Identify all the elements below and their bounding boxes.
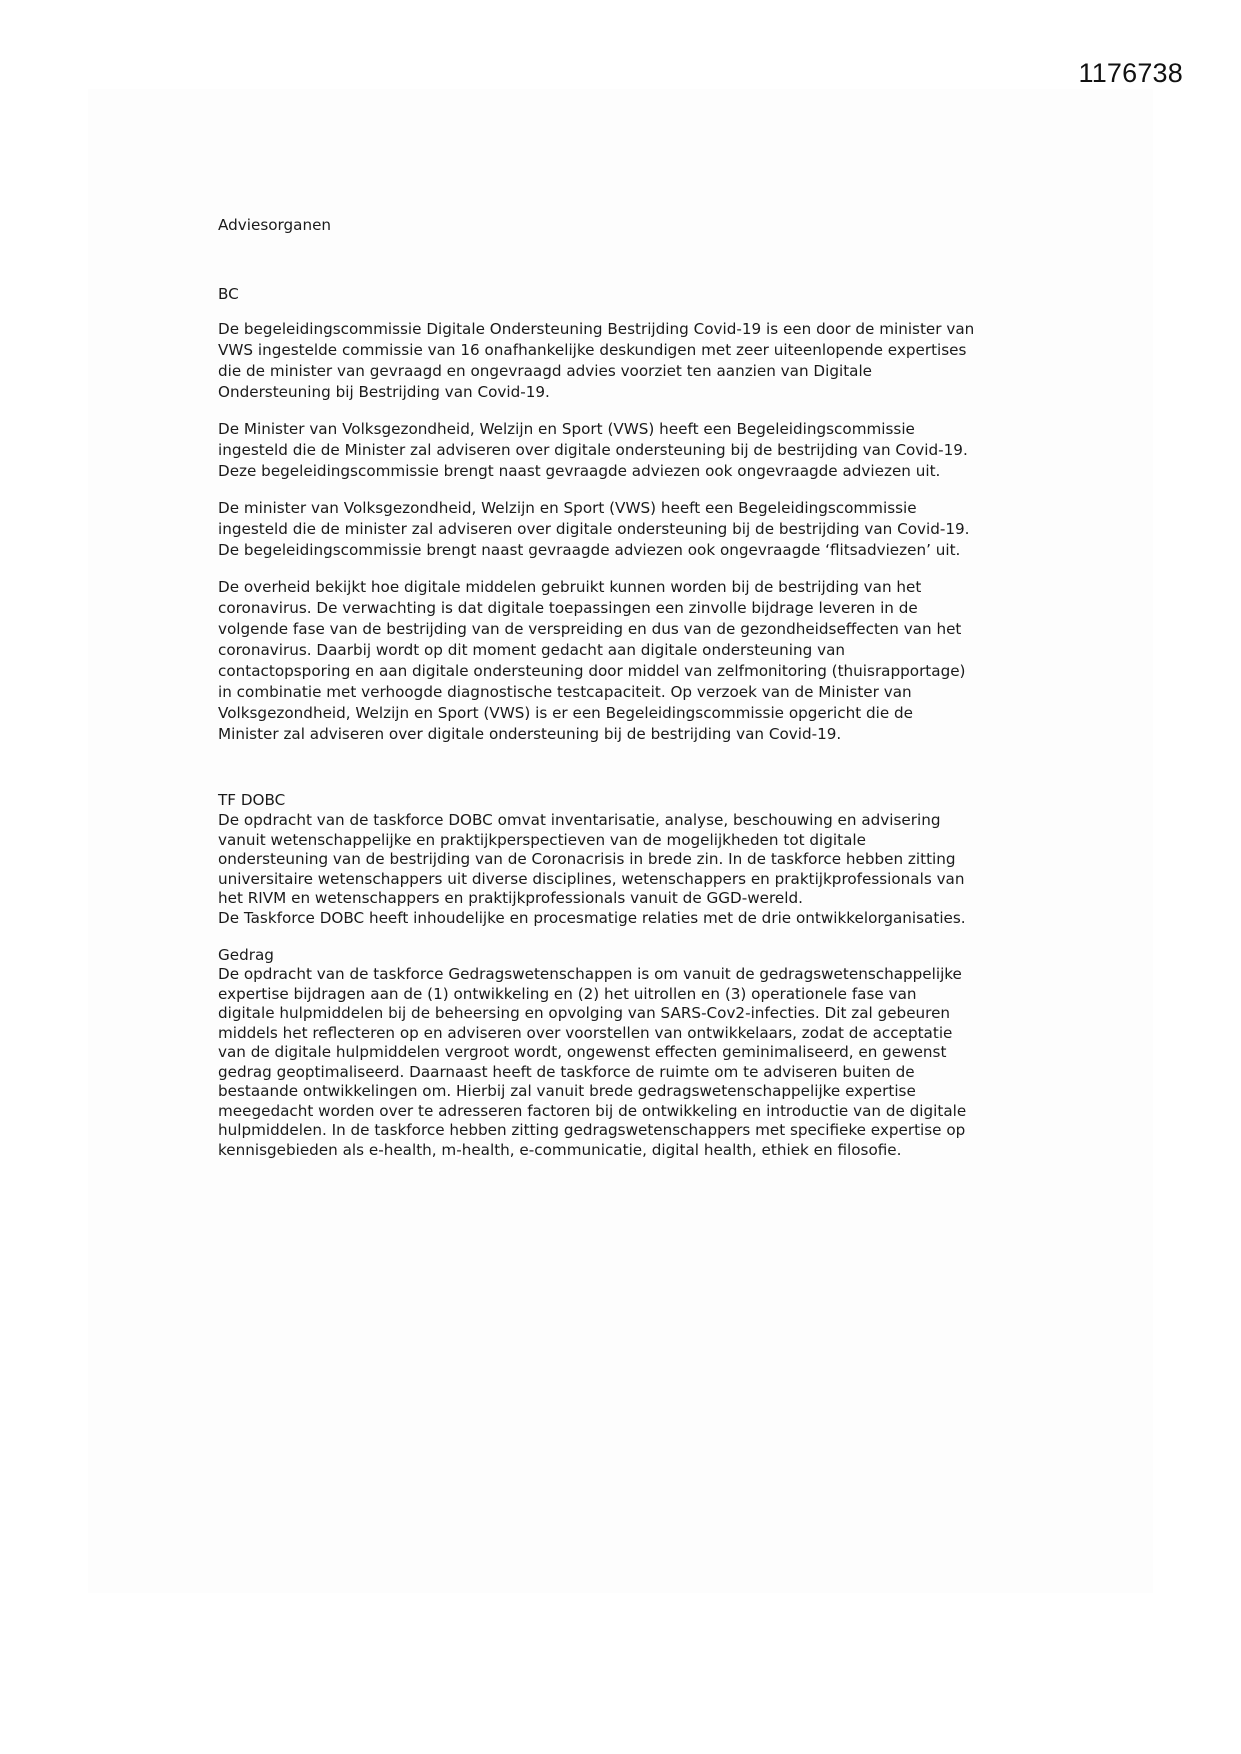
text-line: ingesteld die de Minister zal adviseren over digitale ondersteuning bij de bestrijding van Covid-19. [218,441,968,459]
section-heading-gedrag: Gedrag [218,946,274,964]
text-line: digitale hulpmiddelen bij de beheersing en opvolging van SARS-Cov2-infecties. Dit zal gebeuren [218,1004,951,1022]
bc-paragraph-1 [218,319,974,403]
text-line: bestaande ontwikkelingen om. Hierbij zal vanuit brede gedragswetenschappelijke expertise [218,1082,916,1100]
text-line: middels het reflecteren op en adviseren over voorstellen van ontwikkelaars, zodat de acceptatie [218,1023,953,1042]
text-line: die de minister van gevraagd en ongevraagd advies voorziet ten aanzien van Digitale [218,362,873,380]
text-line: ondersteuning van de bestrijding van de Coronacrisis in brede zin. In de taskforce hebben zitting [218,850,956,868]
text-line: De begeleidingscommissie Digitale Ondersteuning Bestrijding Covid-19 is een door de minister van [218,320,975,338]
text-line: De overheid bekijkt hoe digitale middelen gebruikt kunnen worden bij de bestrijding van het [218,578,922,596]
text-line: van de digitale hulpmiddelen vergroot wordt, ongewenst effecten geminimaliseerd, en gewenst [218,1043,947,1061]
text-line: expertise bijdragen aan de (1) ontwikkeling en (2) het uitrollen en (3) operationele fase van [218,984,917,1003]
text-line: Ondersteuning bij Bestrijding van Covid-19. [218,383,550,401]
gedrag-paragraph [218,965,966,1160]
text-line: De Minister van Volksgezondheid, Welzijn en Sport (VWS) heeft een Begeleidingscommissie [218,420,915,438]
text-line: ingesteld die de minister zal adviseren over digitale ondersteuning bij de bestrijding van Covid-19. [218,520,970,538]
text-line: vanuit wetenschappelijke en praktijkperspectieven van de mogelijkheden tot digitale [218,830,866,849]
bc-paragraph-3 [218,498,969,561]
text-line: De opdracht van de taskforce Gedragswetenschappen is om vanuit de gedragswetenschappelijke [218,965,962,983]
section-heading-tf-dobc: TF DOBC [218,791,286,809]
text-line: Deze begeleidingscommissie brengt naast gevraagde adviezen ook ongevraagde adviezen uit. [218,462,941,480]
document-id-number: 1176738 [1078,58,1183,88]
text-line: het RIVM en wetenschappers en praktijkprofessionals vanuit de GGD-wereld. [218,889,803,907]
text-line: contactopsporing en aan digitale ondersteuning door middel van zelfmonitoring (thuisrapportage) [218,662,966,680]
bc-paragraph-4 [218,577,965,745]
text-line: Volksgezondheid, Welzijn en Sport (VWS) is er een Begeleidingscommissie opgericht die de [218,704,914,722]
section-heading-bc: BC [218,285,239,303]
text-line: universitaire wetenschappers uit diverse disciplines, wetenschappers en praktijkprofessionals van [218,869,965,888]
text-line: kennisgebieden als e-health, m-health, e-communicatie, digital health, ethiek en filosofie. [218,1140,902,1159]
text-line: VWS ingestelde commissie van 16 onafhankelijke deskundigen met zeer uiteenlopende expertises [218,341,967,359]
text-line: De begeleidingscommissie brengt naast gevraagde adviezen ook ongevraagde ‘flitsadviezen’ uit. [218,541,961,559]
text-line: De opdracht van de taskforce DOBC omvat inventarisatie, analyse, beschouwing en advisering [218,811,941,829]
text-line: De Taskforce DOBC heeft inhoudelijke en procesmatige relaties met de drie ontwikkelorganisaties. [218,908,966,927]
document-title: Adviesorganen [218,216,332,234]
text-line: coronavirus. Daarbij wordt op dit moment gedacht aan digitale ondersteuning van [218,641,846,659]
text-line: meegedacht worden over te adresseren factoren bij de ontwikkeling en introductie van de digitale [218,1101,967,1120]
text-line: hulpmiddelen. In de taskforce hebben zitting gedragswetenschappers met specifieke expertise op [218,1121,966,1139]
tf-dobc-paragraph [218,811,966,928]
text-line: De minister van Volksgezondheid, Welzijn en Sport (VWS) heeft een Begeleidingscommissie [218,499,917,517]
text-line: gedrag geoptimaliseerd. Daarnaast heeft de taskforce de ruimte om te adviseren buiten de [218,1062,915,1081]
text-line: coronavirus. De verwachting is dat digitale toepassingen een zinvolle bijdrage leveren in de [218,599,918,617]
text-line: in combinatie met verhoogde diagnostische testcapaciteit. Op verzoek van de Minister van [218,683,912,701]
bc-paragraph-2 [218,419,968,482]
text-line: volgende fase van de bestrijding van de verspreiding en dus van de gezondheidseffecten van het [218,620,962,638]
text-line: Minister zal adviseren over digitale ondersteuning bij de bestrijding van Covid-19. [218,725,842,743]
